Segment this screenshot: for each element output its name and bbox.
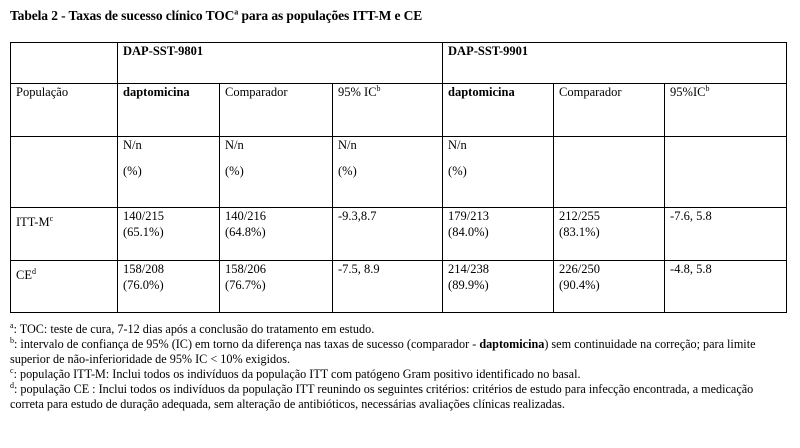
row-label-text: ITT-M [16, 215, 50, 229]
row-label [11, 208, 118, 261]
footnote-d-mark: d [10, 380, 14, 390]
cell-pct: (64.8%) [225, 225, 266, 239]
results-table [10, 42, 787, 313]
ci-header-1 [333, 84, 443, 137]
cell-ci-9801: -9.3,8.7 [333, 208, 443, 261]
cell-pct: (65.1%) [123, 225, 164, 239]
cell-pct: (83.1%) [559, 225, 600, 239]
units-pct: (%) [448, 164, 467, 178]
comparador-header-2: Comparador [554, 84, 665, 137]
empty-units-cell [665, 137, 787, 208]
cell-nn: 158/208 [123, 262, 164, 276]
footnote-b-text-before: : intervalo de confiança de 95% (IC) em torno da diferença nas taxas de sucesso (comparador - [14, 337, 480, 351]
footnote-c-text: : população ITT-M: Inclui todos os indivíduos da população ITT com patógeno Gram positivo identificado no basal. [13, 367, 581, 381]
daptomicina-header-1: daptomicina [118, 84, 220, 137]
cell-comp-9901 [554, 261, 665, 313]
table-title-text: Tabela 2 - Taxas de sucesso clínico TOC [10, 8, 235, 23]
cell-dapto-9901 [443, 208, 554, 261]
comparador-header-1: Comparador [220, 84, 333, 137]
empty-units-cell [11, 137, 118, 208]
ci-header-1-sup: b [376, 83, 381, 93]
units-pct: (%) [338, 164, 357, 178]
row-label-text: CE [16, 268, 32, 282]
cell-comp-9901 [554, 208, 665, 261]
footnote-c [10, 367, 790, 382]
table-title-text-after: para as populações ITT-M e CE [238, 8, 423, 23]
cell-comp-9801 [220, 261, 333, 313]
footnote-d-text: : população CE : Inclui todos os indivíduos da população ITT reunindo os seguintes critérios: critérios de estudo para infecção encontrada, a medicação correta para estudo de duração adequada, sem alteração de antibióticos, necessárias avaliações clínicas realizadas. [10, 382, 754, 411]
footnote-b-text-after: ) sem continuidade na correção; para limite superior de não-inferioridade de 95% IC < 10% exigidos. [10, 337, 756, 366]
table-row-columns [11, 84, 787, 137]
units-nn: N/n [225, 138, 244, 152]
table-title-sup: a [234, 7, 239, 17]
cell-ci-9901: -7.6, 5.8 [665, 208, 787, 261]
cell-ci-9901: -4.8, 5.8 [665, 261, 787, 313]
units-pct: (%) [123, 164, 142, 178]
ci-header-2-text: 95%IC [670, 85, 706, 99]
study-header-9801: DAP-SST-9801 [118, 43, 443, 84]
cell-comp-9801 [220, 208, 333, 261]
footnote-b-bold: daptomicina [479, 337, 545, 351]
row-label-sup: c [49, 213, 54, 223]
cell-pct: (84.0%) [448, 225, 489, 239]
ci-header-2-sup: b [705, 83, 710, 93]
units-cell [118, 137, 220, 208]
table-row-units [11, 137, 787, 208]
units-nn: N/n [338, 138, 357, 152]
footnote-b [10, 337, 790, 367]
footnotes [10, 322, 790, 412]
cell-pct: (76.7%) [225, 278, 266, 292]
footnote-a [10, 322, 790, 337]
cell-nn: 140/216 [225, 209, 266, 223]
cell-dapto-9801 [118, 261, 220, 313]
units-nn: N/n [123, 138, 142, 152]
population-header: População [11, 84, 118, 137]
empty-header-cell [11, 43, 118, 84]
cell-nn: 140/215 [123, 209, 164, 223]
cell-nn: 179/213 [448, 209, 490, 223]
units-nn: N/n [448, 138, 467, 152]
empty-units-cell [554, 137, 665, 208]
footnote-b-mark: b [10, 335, 14, 345]
cell-pct: (76.0%) [123, 278, 164, 292]
row-label-sup: d [31, 266, 36, 276]
table-row-studies [11, 43, 787, 84]
cell-nn: 226/250 [559, 262, 601, 276]
table-title [10, 8, 422, 24]
cell-nn: 214/238 [448, 262, 490, 276]
ci-header-1-text: 95% IC [338, 85, 377, 99]
cell-dapto-9901 [443, 261, 554, 313]
units-cell [220, 137, 333, 208]
cell-pct: (90.4%) [559, 278, 600, 292]
footnote-c-mark: c [10, 365, 14, 375]
table-row [11, 261, 787, 313]
footnote-a-mark: a [10, 320, 14, 330]
ci-header-2 [665, 84, 787, 137]
cell-nn: 158/206 [225, 262, 266, 276]
units-cell [333, 137, 443, 208]
cell-dapto-9801 [118, 208, 220, 261]
cell-ci-9801: -7.5, 8.9 [333, 261, 443, 313]
units-cell [443, 137, 554, 208]
cell-nn: 212/255 [559, 209, 601, 223]
cell-pct: (89.9%) [448, 278, 489, 292]
row-label [11, 261, 118, 313]
units-pct: (%) [225, 164, 244, 178]
study-header-9901: DAP-SST-9901 [443, 43, 787, 84]
table-row [11, 208, 787, 261]
footnote-a-text: : TOC: teste de cura, 7-12 dias após a conclusão do tratamento em estudo. [13, 322, 375, 336]
footnote-d [10, 382, 790, 412]
daptomicina-header-2: daptomicina [443, 84, 554, 137]
